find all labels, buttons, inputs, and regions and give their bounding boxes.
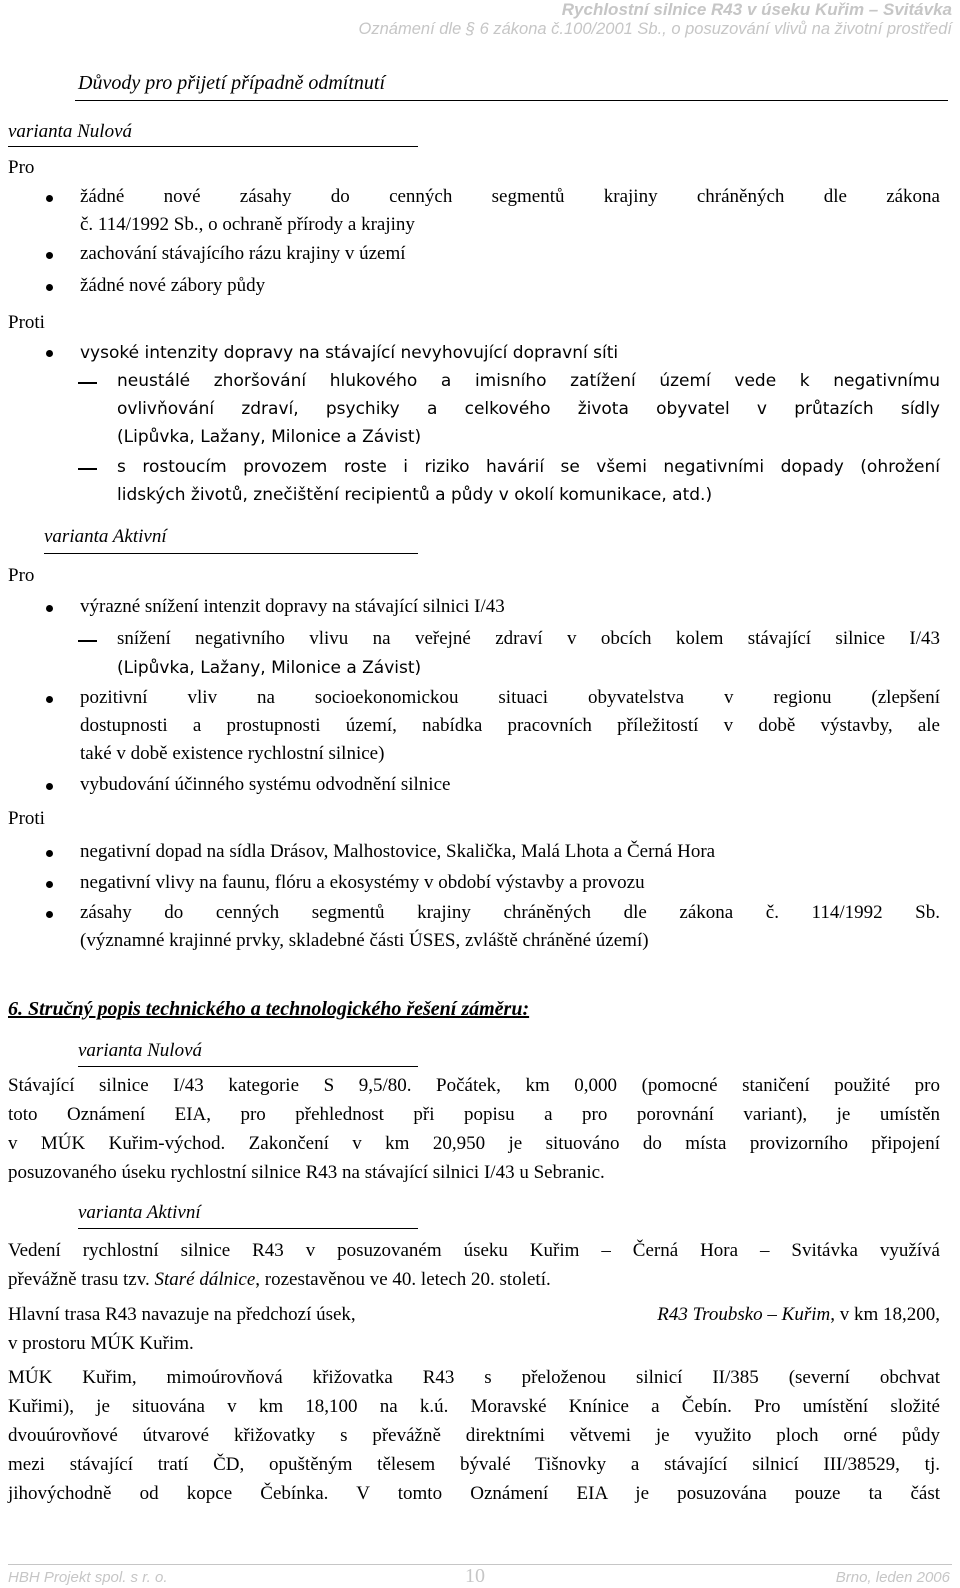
aktivni-pro-item-3: vybudování účinného systému odvodnění silnice bbox=[80, 774, 451, 795]
text-run: Hlavní trasa R43 navazuje na předchozí úsek, bbox=[8, 1304, 356, 1325]
s6-aktivni-para-3-line-1: MÚK Kuřim, mimoúrovňová křižovatka R43 s přeloženou silnicí II/385 (severní obchvat bbox=[8, 1367, 940, 1388]
bullet bbox=[46, 252, 53, 259]
aktivni-proti-label: Proti bbox=[8, 808, 45, 829]
bullet bbox=[46, 195, 53, 202]
section-6-heading: 6. Stručný popis technického a technologického řešení záměru: bbox=[8, 998, 530, 1020]
aktivni-pro-item-2-line-1: pozitivní vliv na socioekonomickou situaci obyvatelstva v regionu (zlepšení bbox=[80, 687, 940, 708]
aktivni-variant-rule bbox=[44, 553, 418, 554]
footer-company: HBH Projekt spol. s r. o. bbox=[8, 1569, 168, 1586]
s6-nulova-rule bbox=[78, 1066, 418, 1067]
bullet bbox=[46, 911, 53, 918]
header-title: Rychlostní silnice R43 v úseku Kuřim – Svitávka bbox=[561, 0, 952, 19]
nulova-variant-rule bbox=[8, 146, 418, 147]
reasons-title-rule bbox=[75, 100, 948, 101]
nulova-pro-item-3: žádné nové zábory půdy bbox=[80, 275, 266, 296]
bullet bbox=[46, 605, 53, 612]
aktivni-pro-sub-1-line-1: snížení negativního vlivu na veřejné zdraví v obcích kolem stávající silnice I/43 bbox=[117, 628, 940, 649]
footer-place-date: Brno, leden 2006 bbox=[835, 1569, 950, 1586]
dash bbox=[78, 468, 97, 470]
aktivni-proti-item-3-line-1: zásahy do cenných segmentů krajiny chráněných dle zákona č. 114/1992 Sb. bbox=[80, 902, 940, 923]
text-run: převážně trasu tzv. bbox=[8, 1269, 155, 1290]
aktivni-proti-item-3-line-2: (významné krajinné prvky, skladebné části ÚSES, zvláště chráněné území) bbox=[80, 930, 649, 951]
nulova-proti-sub-1-line-1: neustálé zhoršování hlukového a imisního zatížení území vede k negativnímu bbox=[117, 371, 940, 391]
dash bbox=[78, 640, 97, 642]
bullet bbox=[46, 783, 53, 790]
aktivni-pro-label: Pro bbox=[8, 565, 35, 586]
header-subtitle: Oznámení dle § 6 zákona č.100/2001 Sb., o posuzování vlivů na životní prostředí bbox=[358, 20, 952, 38]
bullet bbox=[46, 350, 53, 357]
text-run: , rozestavěnou ve 40. letech 20. století. bbox=[255, 1269, 551, 1290]
nulova-proti-label: Proti bbox=[8, 312, 45, 333]
aktivni-pro-item-2-line-3: také v době existence rychlostní silnice) bbox=[80, 743, 385, 764]
s6-aktivni-para-2-line-1 bbox=[8, 1304, 940, 1326]
aktivni-pro-item-1: výrazné snížení intenzit dopravy na stávající silnici I/43 bbox=[80, 596, 505, 617]
nulova-proti-sub-1-line-2: ovlivňování zdraví, psychiky a celkového života obyvatel v průtazích sídly bbox=[117, 399, 940, 419]
nulova-variant-label: varianta Nulová bbox=[8, 121, 133, 142]
aktivni-pro-sub-1-line-2: (Lipůvka, Lažany, Milonice a Závist) bbox=[117, 658, 422, 678]
s6-aktivni-para-2-line-2: v prostoru MÚK Kuřim. bbox=[8, 1333, 194, 1354]
aktivni-variant-label: varianta Aktivní bbox=[44, 526, 167, 547]
nulova-proti-sub-1-line-3: (Lipůvka, Lažany, Milonice a Závist) bbox=[117, 427, 422, 447]
nulova-proti-sub-2-line-1: s rostoucím provozem roste i riziko havárií se všemi negativními dopady (ohrožení bbox=[117, 457, 940, 477]
nulova-proti-item-1: vysoké intenzity dopravy na stávající nevyhovující dopravní síti bbox=[80, 343, 619, 363]
bullet bbox=[46, 850, 53, 857]
nulova-pro-item-1-line-1: žádné nové zásahy do cenných segmentů krajiny chráněných dle zákona bbox=[80, 186, 940, 207]
reasons-title: Důvody pro přijetí případně odmítnutí bbox=[78, 72, 386, 94]
s6-nulova-para-line-3: v MÚK Kuřim-východ. Zakončení v km 20,950 je situováno do místa provizorního připojení bbox=[8, 1133, 940, 1154]
s6-nulova-para-line-2: toto Oznámení EIA, pro přehlednost při popisu a pro porovnání variant), je umístěn bbox=[8, 1104, 940, 1125]
bullet bbox=[46, 284, 53, 291]
s6-aktivni-para-1-line-1: Vedení rychlostní silnice R43 v posuzovaném úseku Kuřim – Černá Hora – Svitávka využívá bbox=[8, 1240, 940, 1261]
s6-aktivni-para-1-line-2 bbox=[8, 1269, 551, 1291]
text-run: , v km 18,200, bbox=[830, 1304, 940, 1325]
bullet bbox=[46, 881, 53, 888]
aktivni-proti-item-1: negativní dopad na sídla Drásov, Malhostovice, Skalička, Malá Lhota a Černá Hora bbox=[80, 841, 716, 862]
nulova-pro-item-1-line-2: č. 114/1992 Sb., o ochraně přírody a krajiny bbox=[80, 214, 415, 235]
s6-nulova-label: varianta Nulová bbox=[78, 1040, 203, 1061]
aktivni-pro-item-2-line-2: dostupnosti a prostupnosti území, nabídka pracovních příležitostí v době výstavby, ale bbox=[80, 715, 940, 736]
aktivni-proti-item-2: negativní vlivy na faunu, flóru a ekosystémy v období výstavby a provozu bbox=[80, 872, 645, 893]
s6-aktivni-para-3-line-5: jihovýchodně od kopce Čebínka. V tomto Oznámení EIA je posuzována pouze ta část bbox=[8, 1483, 940, 1504]
s6-nulova-para-line-1: Stávající silnice I/43 kategorie S 9,5/80. Počátek, km 0,000 (pomocné staničení použité pro bbox=[8, 1075, 940, 1096]
s6-aktivni-para-3-line-4: mezi stávající tratí ČD, opuštěným tělesem bývalé Tišnovky a stávající silnicí III/38529, tj. bbox=[8, 1454, 940, 1475]
nulova-pro-item-2: zachování stávajícího rázu krajiny v území bbox=[80, 243, 406, 264]
page-number: 10 bbox=[465, 1565, 485, 1587]
dash bbox=[78, 382, 97, 384]
s6-aktivni-rule bbox=[78, 1228, 418, 1229]
s6-aktivni-para-3-line-3: dvouúrovňové útvarové křižovatky s převážně direktními větvemi je využito ploch orné půdy bbox=[8, 1425, 940, 1446]
s6-aktivni-label: varianta Aktivní bbox=[78, 1202, 201, 1223]
s6-aktivni-para-3-line-2: Kuřimi), je situována v km 18,100 na k.ú. Moravské Knínice a Čebín. Pro umístění složité bbox=[8, 1396, 940, 1417]
stare-dalnice-term: Staré dálnice bbox=[154, 1269, 256, 1290]
nulova-proti-sub-2-line-2: lidských životů, znečištění recipientů a půdy v okolí komunikace, atd.) bbox=[117, 485, 713, 505]
s6-nulova-para-line-4: posuzovaného úseku rychlostní silnice R43 na stávající silnici I/43 u Sebranic. bbox=[8, 1162, 605, 1183]
nulova-pro-label: Pro bbox=[8, 157, 35, 178]
r43-troubsko-kurim-term: R43 Troubsko – Kuřim bbox=[657, 1304, 831, 1325]
bullet bbox=[46, 696, 53, 703]
